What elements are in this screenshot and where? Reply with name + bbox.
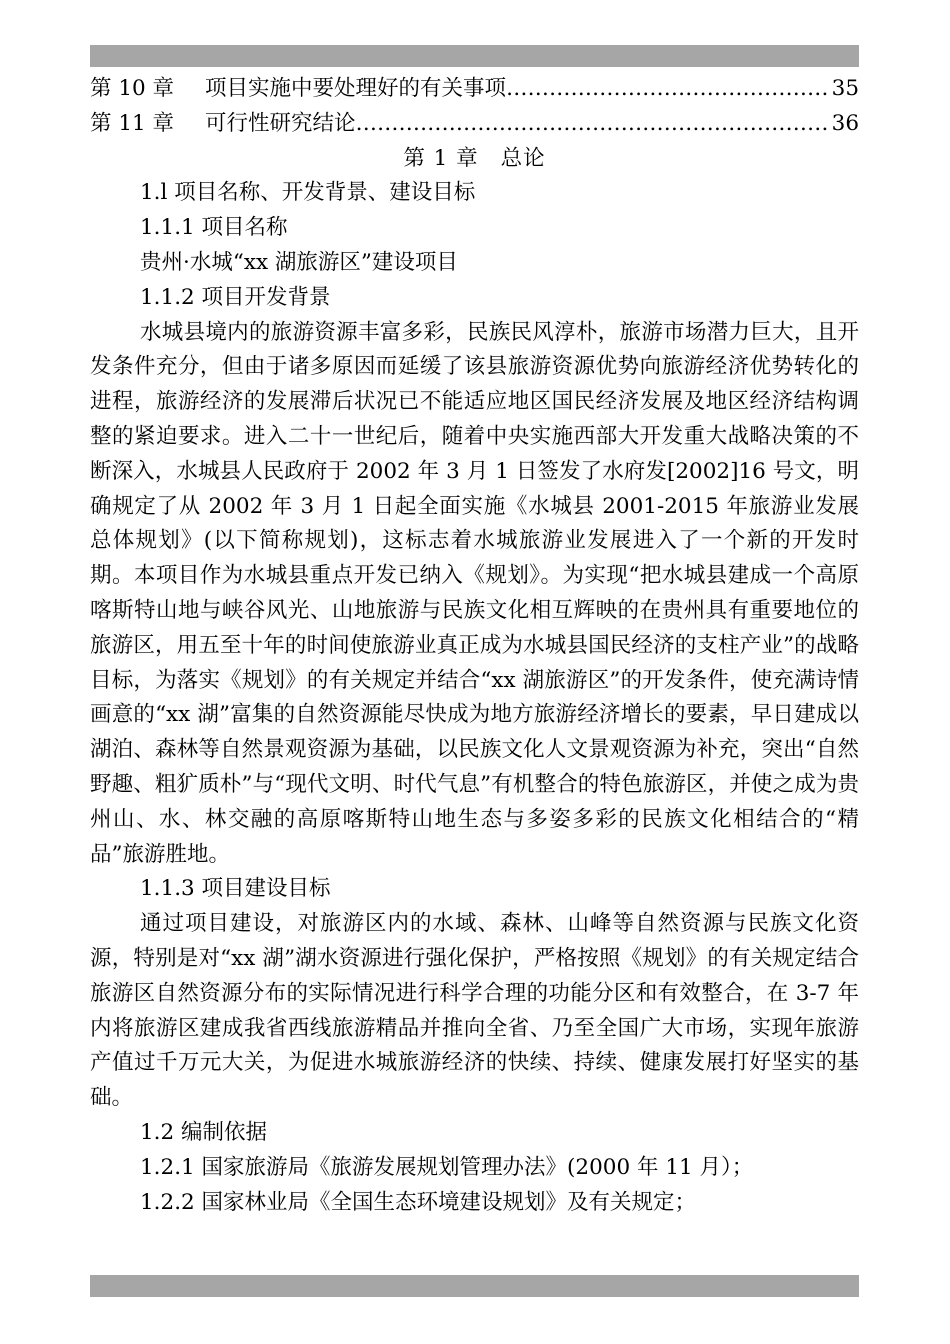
chapter-name: 总论	[500, 145, 546, 171]
reference-item: 1.2.1 国家旅游局《旅游发展规划管理办法》(2000 年 11 月）；	[140, 1154, 754, 1180]
reference-item: 1.2.2 国家林业局《全国生态环境建设规划》及有关规定；	[140, 1189, 697, 1215]
section-heading: 1.2 编制依据	[140, 1119, 268, 1145]
document-body	[90, 72, 859, 1220]
toc-leader-dots	[356, 107, 830, 142]
project-name-text: 贵州·水城“xx 湖旅游区”建设项目	[140, 249, 458, 275]
subsection-heading: 1.1.3 项目建设目标	[140, 876, 331, 902]
chapter-number: 第 1 章	[403, 145, 479, 171]
toc-leader-dots	[506, 72, 830, 107]
background-paragraph: 水城县境内的旅游资源丰富多彩，民族民风淳朴，旅游市场潜力巨大，且开发条件充分，但由于诸多原因而延缓了该县旅游资源优势向旅游经济优势转化的进程，旅游经济的发展滞后状况已不能适应地区国民经济发展及地区经济结构调整的紧迫要求。进入二十一世纪后，随着中央实施西部大开发重大战略决策的不断深入，水城县人民政府于 2002 年 3 月 1 日签发了水府发[2002]16 号文，明确规定了从 2002 年 3 月 1 日起全面实施《水城县 2001-2015 年旅游业发展总体规划》(以下简称规划)，这标志着水城旅游业发展进入了一个新的开发时期。本项目作为水城县重点开发已纳入《规划》。为实现“把水城县建成一个高原喀斯特山地与峡谷风光、山地旅游与民族文化相互辉映的在贵州具有重要地位的旅游区，用五至十年的时间使旅游业真正成为水城县国民经济的支柱产业”的战略目标，为落实《规划》的有关规定并结合“xx 湖旅游区”的开发条件，使充满诗情画意的“xx 湖”富集的自然资源能尽快成为地方旅游经济增长的要素，早日建成以湖泊、森林等自然景观资源为基础，以民族文化人文景观资源为补充，突出“自然野趣、粗犷质朴”与“现代文明、时代气息”有机整合的特色旅游区，并使之成为贵州山、水、林交融的高原喀斯特山地生态与多姿多彩的民族文化相结合的“精品”旅游胜地。	[90, 319, 859, 867]
toc-entry[interactable]	[90, 107, 859, 142]
section-heading: 1.l 项目名称、开发背景、建设目标	[140, 180, 476, 206]
toc-chapter-number: 第 10 章	[90, 76, 175, 101]
toc-entry[interactable]	[90, 72, 859, 107]
subsection-heading: 1.1.1 项目名称	[140, 215, 288, 241]
goal-paragraph: 通过项目建设，对旅游区内的水域、森林、山峰等自然资源与民族文化资源，特别是对“xx 湖”湖水资源进行强化保护，严格按照《规划》的有关规定结合旅游区自然资源分布的实际情况进行科学合理的功能分区和有效整合，在 3-7 年内将旅游区建成我省西线旅游精品并推向全省、乃至全国广大市场，实现年旅游产值过千万元大关，为促进水城旅游经济的快续、持续、健康发展打好坚实的基础。	[90, 911, 859, 1111]
toc-chapter-number: 第 11 章	[90, 110, 175, 136]
footer-bar	[90, 1275, 859, 1297]
toc-chapter-title: 可行性研究结论	[205, 110, 356, 136]
toc-page-number: 35	[831, 76, 859, 101]
header-bar	[90, 45, 859, 67]
subsection-heading: 1.1.2 项目开发背景	[140, 284, 331, 310]
chapter-title	[90, 142, 859, 177]
toc-chapter-title: 项目实施中要处理好的有关事项	[205, 76, 507, 101]
toc-page-number: 36	[831, 110, 859, 136]
